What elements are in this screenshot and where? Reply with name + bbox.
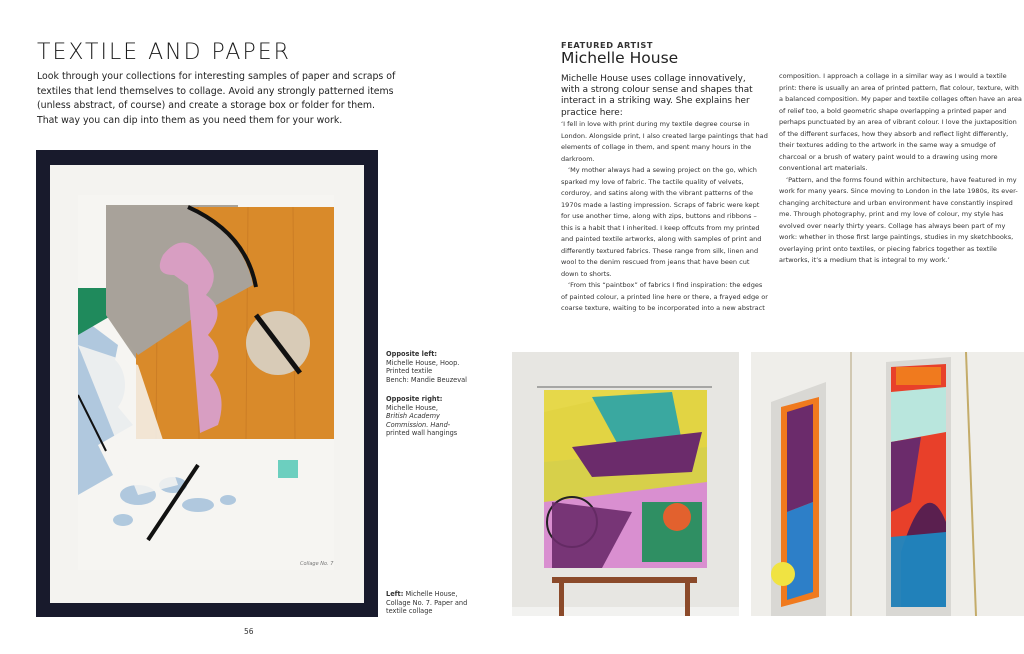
caption-opposite-right — [386, 395, 457, 438]
photo-hoop-textile — [512, 352, 739, 616]
page-title: TEXTILE AND PAPER — [37, 40, 291, 65]
caption-left — [386, 590, 467, 616]
caption-line: Bench: Mandie Beuzeval — [386, 375, 468, 384]
featured-artist-label: FEATURED ARTIST — [561, 40, 654, 50]
caption-line: Printed textile — [386, 367, 433, 376]
body-paragraph: ‘Pattern, and the forms found within architecture, have featured in my work for many years. Since moving to London in the late 1980s, its ever-changing architecture and urban environment have constantly inspired me. Through photography, print and my love of colour, my style has evolved over nearly thirty years. Collage has always been part of my work: whether in those first large paintings, studies in my sketchbooks, overlaying print onto textiles, or piecing fabrics together as textile artworks, it’s a medium that is integral to my work.’ — [779, 175, 1018, 264]
body-paragraph: composition. I approach a collage in a similar way as I would a textile print: there is usually an area of printed pattern, flat colour, texture, with a balanced composition. My paper and textile collages often have an area of relief too, a bold geometric shape overlapping a printed paper and perhaps punctuated by an area of vibrant colour. I love the juxtaposition of the different surfaces, how they absorb and reflect light differently, their textures adding to the artwork in the same way a smudge of charcoal or a brush of watery paint would to a drawing using more conventional art materials. — [779, 72, 1022, 172]
caption-line: Michelle House, Hoop. — [386, 358, 460, 367]
hoop-textile-image — [512, 352, 739, 616]
intro-paragraph: Look through your collections for interesting samples of paper and scraps of textiles that lend themselves to collage. Avoid any strongly patterned items (unless abstract, of course) and create a storage box or folder for them. That way you can dip into them as you need them for your work. — [37, 71, 396, 126]
caption-head: Left: — [386, 590, 404, 598]
caption-line: Michelle House, — [386, 403, 438, 412]
collage-artwork — [78, 195, 334, 570]
body-column-1 — [561, 119, 768, 315]
photo-wall-hangings — [751, 352, 1024, 616]
caption-head: Opposite right: — [386, 395, 443, 403]
caption-opposite-left — [386, 350, 467, 384]
framed-collage — [36, 150, 378, 617]
caption-line: British Academy — [386, 412, 440, 421]
caption-line: printed wall hangings — [386, 429, 458, 438]
page-number: 56 — [244, 627, 254, 636]
body-column-2 — [779, 71, 1022, 267]
lede-paragraph: Michelle House uses collage innovatively, with a strong colour sense and shapes that interact in a striking way. She explains her practice here: — [561, 74, 753, 118]
artist-name: Michelle House — [561, 49, 679, 67]
caption-line: Collage No. 7. Paper and — [386, 598, 468, 607]
artwork-signature: Collage No. 7 — [300, 561, 334, 567]
body-paragraph: ‘From this “paintbox” of fabrics I find inspiration: the edges of painted colour, a printed line here or there, a frayed edge or coarse texture, waiting to be incorporated into a new abstract — [561, 281, 768, 312]
body-paragraph: ‘I fell in love with print during my textile degree course in London. Alongside print, I also created large paintings that had elements of collage in them, and spent many hours in the darkroom. — [561, 120, 768, 163]
caption-head: Opposite left: — [386, 350, 438, 358]
caption-line: Michelle House, — [405, 590, 458, 598]
caption-line: Commission. Hand- — [386, 420, 451, 429]
body-paragraph: ‘My mother always had a sewing project on the go, which sparked my love of fabric. The tactile quality of velvets, corduroy, and satins along with the vibrant patterns of the 1970s made a lasting impression. Scraps of fabric were kept for use another time, along with zips, buttons and ribbons – this is a habit that I inherited. I keep offcuts from my printed and painted textile artworks, along with samples of print and differently textured fabrics. These range from silk, linen and wool to the denim rescued from jeans that have been cut down to shorts. — [561, 166, 762, 278]
mat-board — [50, 165, 364, 603]
caption-line: textile collage — [386, 607, 433, 616]
wall-hangings-image — [751, 352, 1024, 616]
